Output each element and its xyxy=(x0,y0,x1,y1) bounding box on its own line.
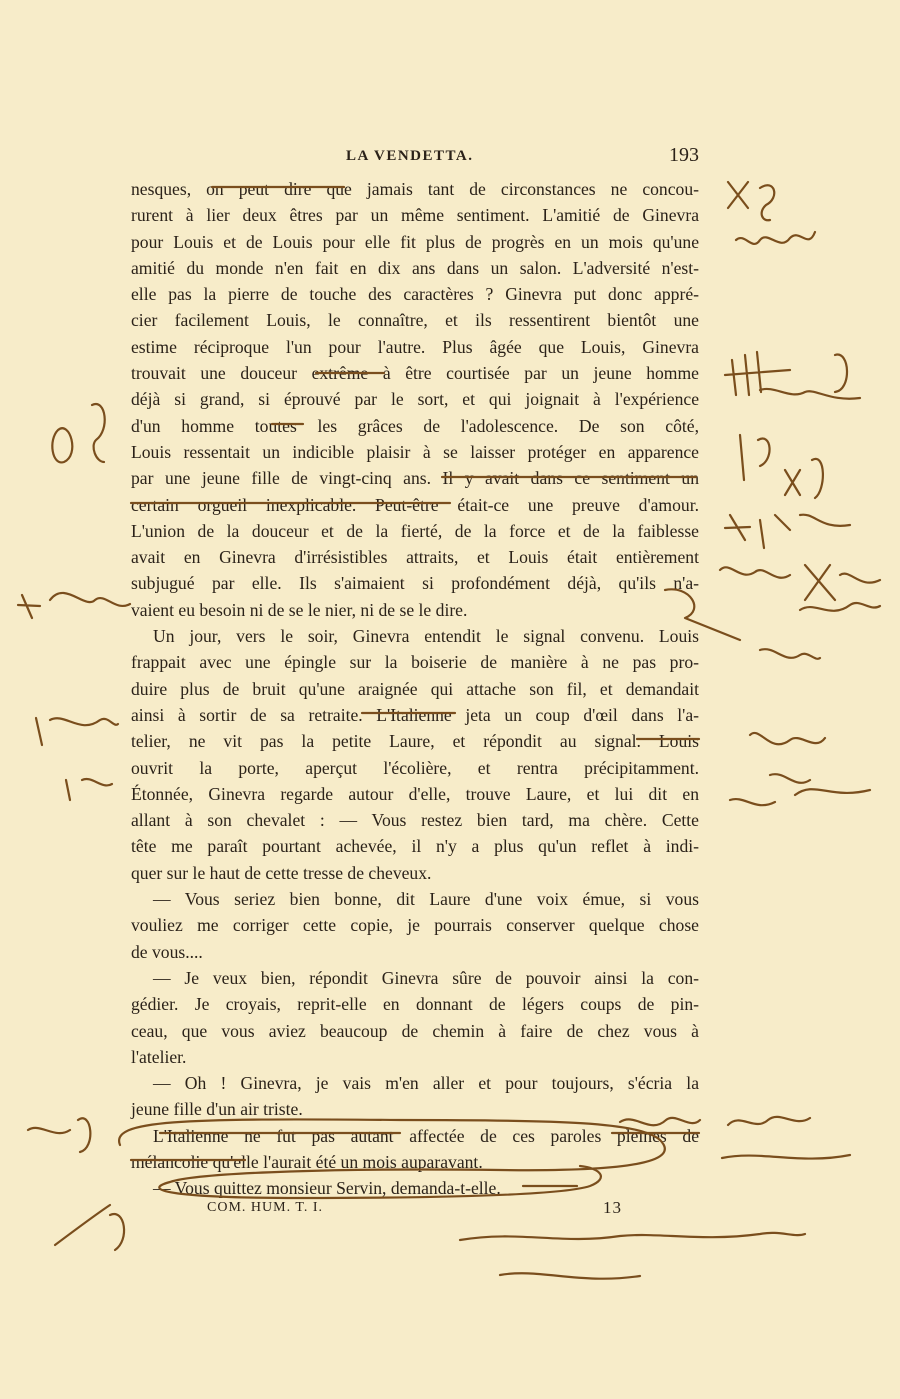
margin-mark xyxy=(725,515,850,548)
margin-mark xyxy=(460,1233,805,1240)
margin-mark xyxy=(750,733,870,795)
margin-mark xyxy=(720,565,880,600)
margin-mark xyxy=(55,1205,124,1250)
margin-mark xyxy=(28,1118,90,1152)
text-line: déjà si grand, si éprouvé par le sort, et qui joignait à l'expérience xyxy=(131,389,699,410)
margin-mark xyxy=(740,435,823,498)
margin-mark xyxy=(66,779,112,800)
text-line: — Vous seriez bien bonne, dit Laure d'une voix émue, si vous xyxy=(153,889,699,910)
text-line: Étonnée, Ginevra regarde autour d'elle, trouve Laure, et lui dit en xyxy=(131,783,699,804)
margin-mark xyxy=(800,603,880,611)
text-line: nesques, on peut dire que jamais tant de circonstances ne concou- xyxy=(131,179,699,199)
text-line: gédier. Je croyais, reprit-elle en donnant de légers coups de pin- xyxy=(131,994,699,1015)
text-line: elle pas la pierre de touche des caractères ? Ginevra put donc appré- xyxy=(131,284,699,305)
margin-mark xyxy=(36,718,118,745)
text-line: estime réciproque l'un pour l'autre. Plus âgée que Louis, Ginevra xyxy=(131,336,699,357)
running-title: LA VENDETTA. xyxy=(346,148,474,164)
margin-mark xyxy=(52,404,104,462)
page-footer xyxy=(131,1198,699,1222)
margin-mark xyxy=(18,593,130,618)
margin-mark xyxy=(722,1155,850,1159)
text-line: certain orgueil inexplicable. Peut-être était-ce une preuve d'amour. xyxy=(131,494,699,515)
text-line: ainsi à sortir de sa retraite. L'Italienne jeta un coup d'œil dans l'a- xyxy=(131,704,699,725)
text-line: ceau, que vous aviez beaucoup de chemin à faire de chez vous à xyxy=(131,1020,699,1041)
text-line: quer sur le haut de cette tresse de cheveux. xyxy=(131,862,432,883)
text-line: l'atelier. xyxy=(131,1046,187,1067)
sheet-number: 13 xyxy=(603,1198,622,1217)
text-line: telier, ne vit pas la petite Laure, et répondit au signal. Louis xyxy=(131,731,699,752)
text-line: Louis ressentait un indicible plaisir à se laisser protéger en apparence xyxy=(131,441,699,462)
text-line: cier facilement Louis, le connaître, et ils ressentirent bientôt une xyxy=(131,310,699,331)
text-line: jeune fille d'un air triste. xyxy=(131,1099,303,1120)
text-line: vouliez me corriger cette copie, je pourrais conserver quelque chose xyxy=(131,915,699,936)
margin-mark xyxy=(725,352,847,395)
signature-mark: COM. HUM. T. I. xyxy=(207,1200,323,1215)
text-line: trouvait une douceur extrême à être courtisée par un jeune homme xyxy=(131,363,699,384)
text-line: ouvrit la porte, aperçut l'écolière, et rentra précipitamment. xyxy=(131,757,699,778)
text-line: vaient eu besoin ni de se le nier, ni de se le dire. xyxy=(131,599,468,620)
text-line: par une jeune fille de vingt-cinq ans. Il y avait dans ce sentiment un xyxy=(131,468,699,489)
text-line: d'un homme toutes les grâces de l'adolescence. De son côté, xyxy=(131,415,699,436)
text-line: subjugué par elle. Ils s'aimaient si profondément déjà, qu'ils n'a- xyxy=(131,573,699,594)
margin-mark xyxy=(728,1117,810,1125)
text-line: — Oh ! Ginevra, je vais m'en aller et pour toujours, s'écria la xyxy=(153,1073,699,1094)
body-text xyxy=(131,176,699,1202)
text-line: L'union de la douceur et de la fierté, de la force et de la faiblesse xyxy=(131,520,699,541)
text-line: de vous.... xyxy=(131,941,203,962)
page-header xyxy=(131,146,699,170)
text-line: — Vous quittez monsieur Servin, demanda-t-elle. xyxy=(153,1178,501,1199)
text-line: frappait avec une épingle sur la boiserie de manière à ne pas pro- xyxy=(131,652,699,673)
margin-mark xyxy=(730,799,775,805)
text-line: pour Louis et de Louis pour elle fit plus de progrès en un mois qu'une xyxy=(131,231,699,252)
text-line: mélancolie qu'elle l'aurait été un mois auparavant. xyxy=(131,1151,483,1172)
text-line: allant à son chevalet : — Vous restez bien tard, ma chère. Cette xyxy=(131,810,699,831)
margin-mark xyxy=(728,182,774,220)
text-line: avait en Ginevra d'irrésistibles attraits, et Louis était entièrement xyxy=(131,547,699,568)
text-line: Un jour, vers le soir, Ginevra entendit le signal convenu. Louis xyxy=(153,626,699,647)
page-number: 193 xyxy=(669,144,699,166)
text-line: amitié du monde n'en fait en dix ans dans un salon. L'adversité n'est- xyxy=(131,257,699,278)
text-line: — Je veux bien, répondit Ginevra sûre de pouvoir ainsi la con- xyxy=(153,967,699,988)
margin-mark xyxy=(760,389,860,399)
text-line: tête me paraît pourtant achevée, il n'y a plus qu'un reflet à indi- xyxy=(131,836,699,857)
margin-mark xyxy=(500,1273,640,1278)
margin-mark xyxy=(736,232,815,244)
text-line: L'Italienne ne fut pas autant affectée de ces paroles pleines de xyxy=(153,1125,699,1146)
text-line: duire plus de bruit qu'une araignée qui attache son fil, et demandait xyxy=(131,678,699,699)
text-line: rurent à lier deux êtres par un même sentiment. L'amitié de Ginevra xyxy=(131,205,699,226)
